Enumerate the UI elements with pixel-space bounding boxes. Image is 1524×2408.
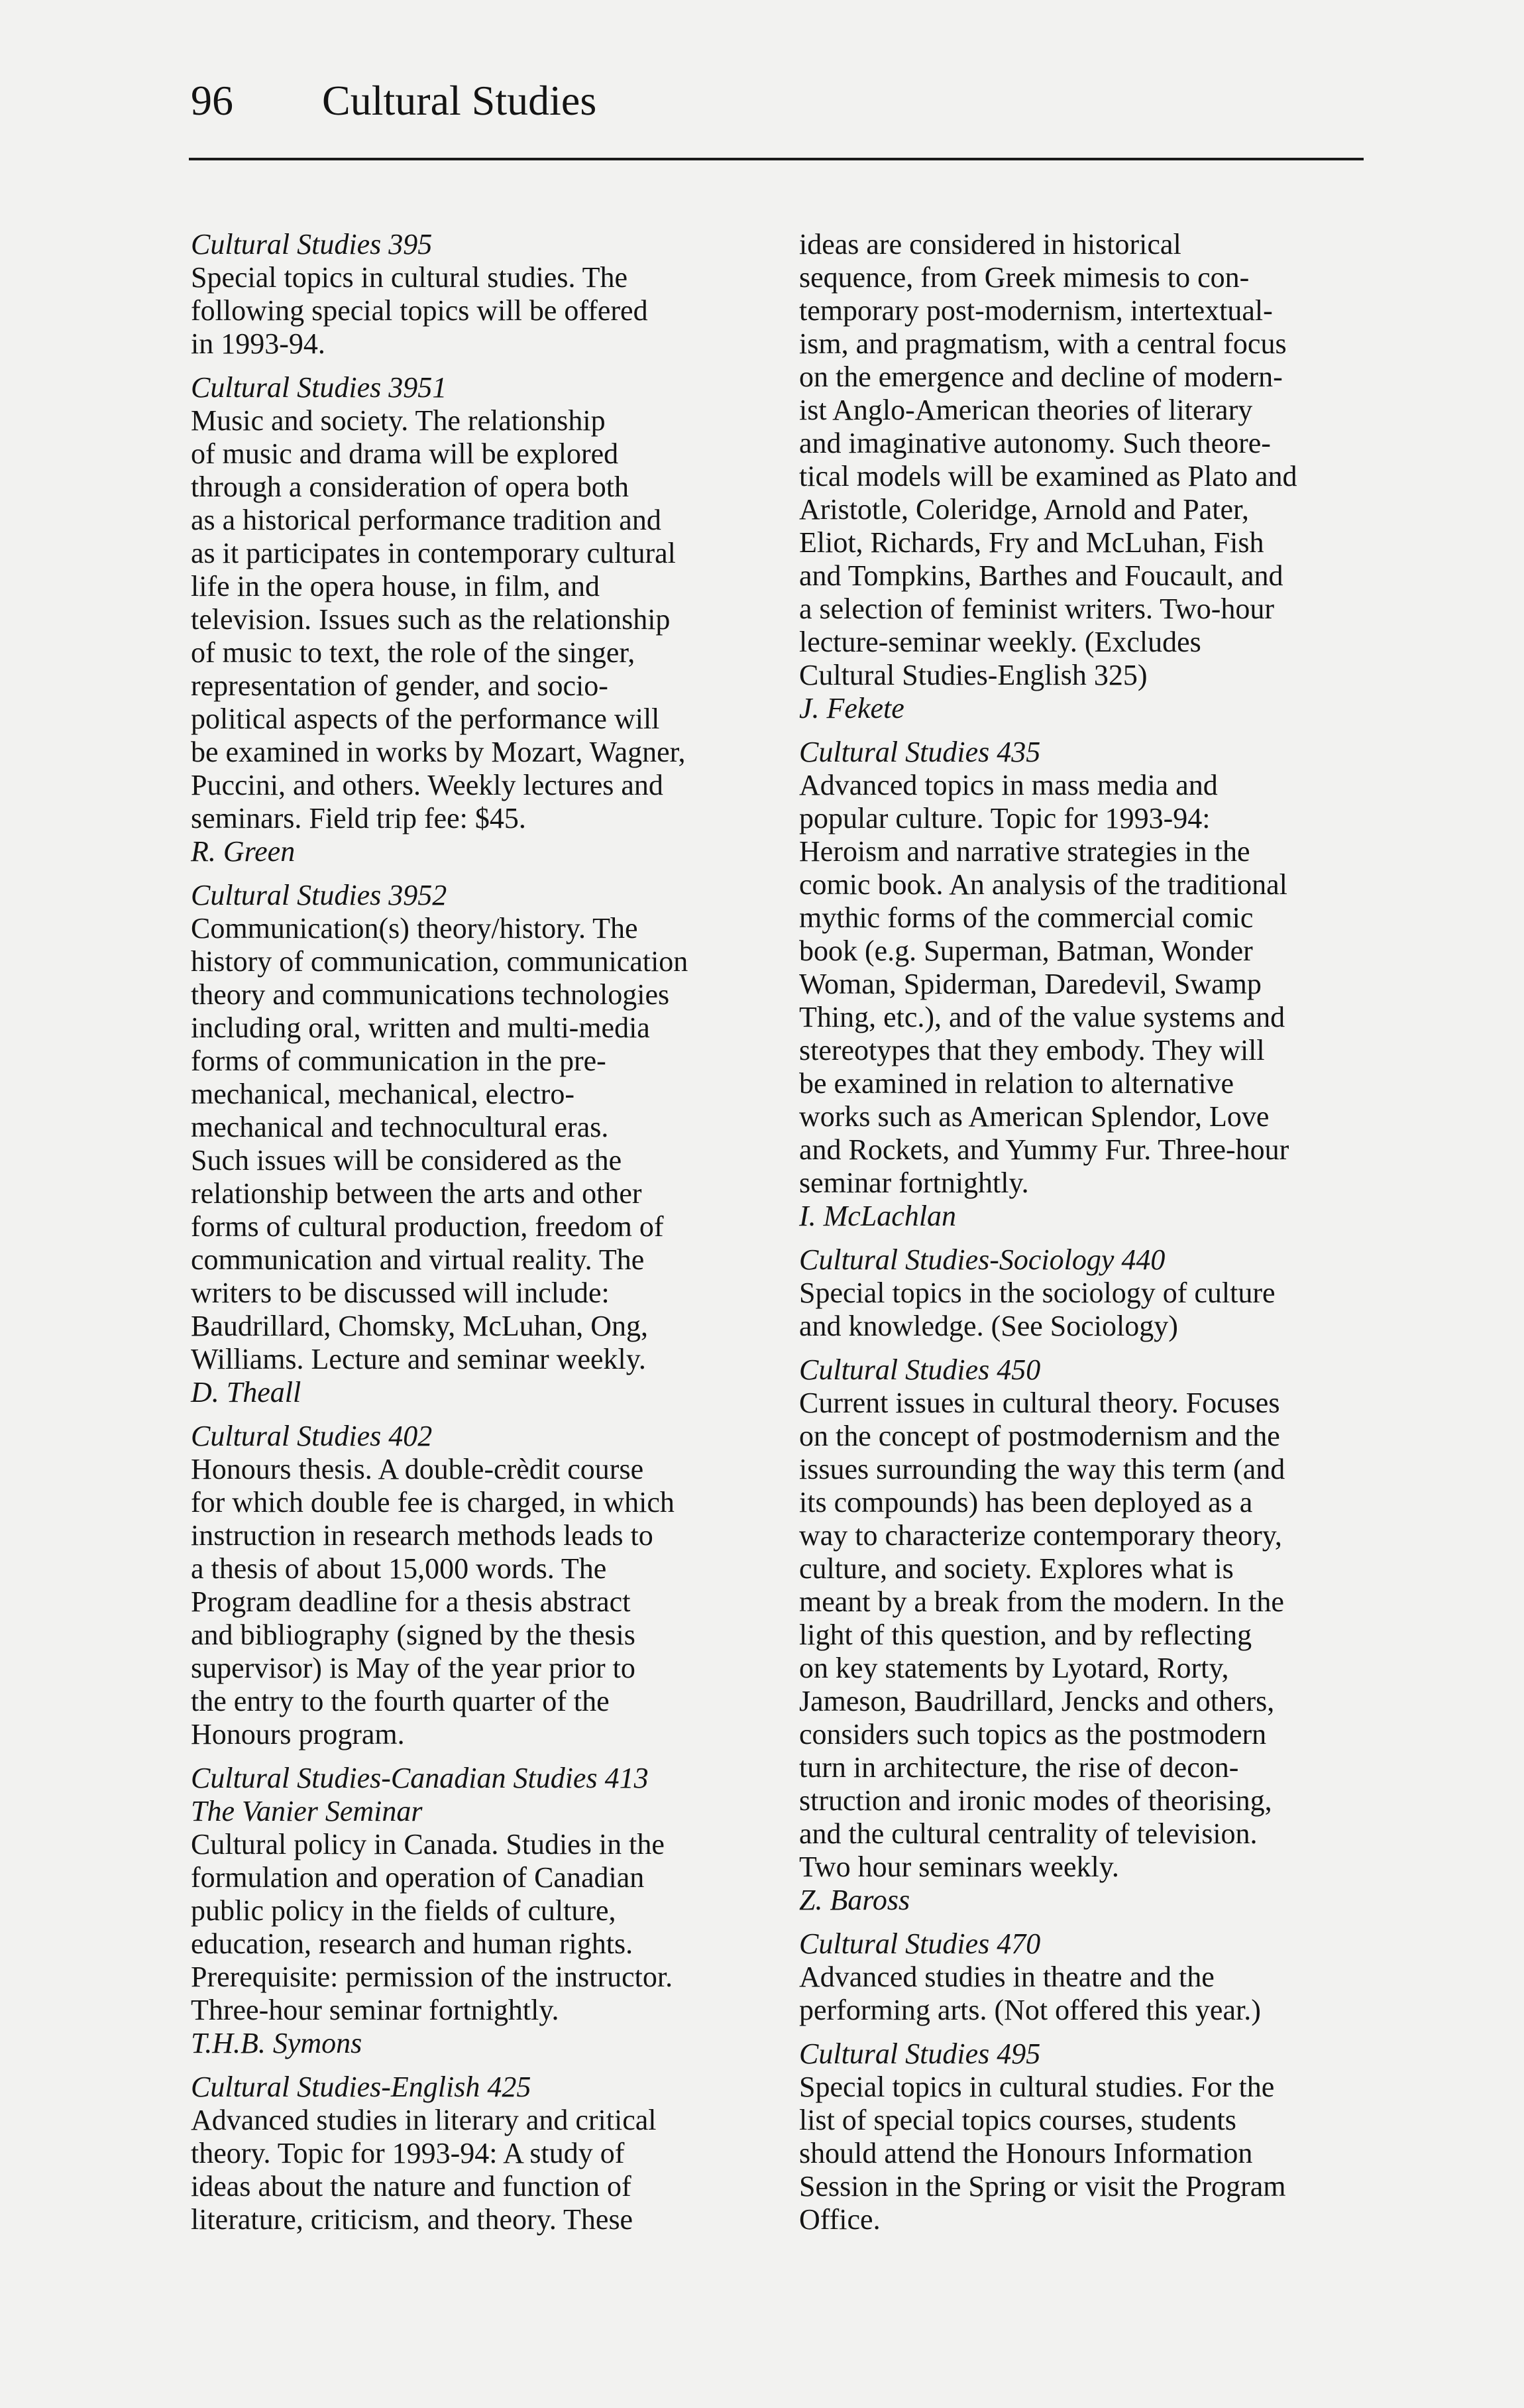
section-title: Cultural Studies — [322, 77, 597, 124]
course-entry — [191, 1762, 774, 2060]
course-instructor: R. Green — [191, 835, 296, 868]
course-description: Advanced studies in theatre and the performing arts. (Not offered this year.) — [799, 1961, 1261, 2026]
course-entry — [799, 1243, 1382, 1343]
page-number: 96 — [191, 77, 233, 124]
left-column — [191, 228, 774, 2247]
course-title: Cultural Studies-Sociology 440 — [799, 1243, 1166, 1276]
course-description: ideas are considered in historical sequence, from Greek mimesis to con- temporary post-modernism, intertextual- ism, and pragmatism, with a central focus on the emergence and decline of modern- ist Anglo-American theories of literary and imaginative autonomy. Such theore- tical models will be examined as Plato and Aristotle, Coleridge, Arnold and Pater, Eliot, Richards, Fry and McLuhan, Fish and Tompkins, Barthes and Foucault, and a selection of feminist writers. Two-hour lecture-seminar weekly. (Excludes Cultural Studies-English 325) — [799, 228, 1297, 691]
course-entry — [799, 1927, 1382, 2027]
course-description: Current issues in cultural theory. Focuses on the concept of postmodernism and the issues surrounding the way this term (and its compounds) has been deployed as a way to characterize contemporary theory, culture, and society. Explores what is meant by a break from the modern. In the light of this question, and by reflecting on key statements by Lyotard, Rorty, Jameson, Baudrillard, Jencks and others, considers such topics as the postmodern turn in architecture, the rise of decon- struction and ironic modes of theorising, and the cultural centrality of television. Two hour seminars weekly. — [799, 1387, 1285, 1883]
course-title: Cultural Studies 495 — [799, 2037, 1041, 2070]
course-title: Cultural Studies-Canadian Studies 413 — [191, 1762, 649, 1794]
course-title: Cultural Studies 435 — [799, 736, 1041, 768]
course-instructor: Z. Baross — [799, 1884, 910, 1916]
course-entry — [799, 228, 1382, 725]
course-description: Special topics in cultural studies. The following special topics will be offered in 1993-94. — [191, 261, 648, 360]
header-rule — [189, 158, 1364, 160]
course-title: Cultural Studies 395 — [191, 228, 433, 260]
course-description: Advanced topics in mass media and popular culture. Topic for 1993-94: Heroism and narrative strategies in the comic book. An analysis of the traditional mythic forms of the commercial comic book (e.g. Superman, Batman, Wonder Woman, Spiderman, Daredevil, Swamp Thing, etc.), and of the value systems and stereotypes that they embody. They will be examined in relation to alternative works such as American Splendor, Love and Rockets, and Yummy Fur. Three-hour seminar fortnightly. — [799, 769, 1289, 1199]
course-entry — [191, 1420, 774, 1751]
course-subtitle: The Vanier Seminar — [191, 1795, 423, 1827]
course-instructor: T.H.B. Symons — [191, 2027, 362, 2059]
course-entry — [799, 736, 1382, 1233]
course-entry — [191, 2071, 774, 2236]
course-description: Special topics in the sociology of culture and knowledge. (See Sociology) — [799, 1277, 1276, 1342]
page-header — [191, 74, 596, 127]
course-description: Honours thesis. A double-crèdit course for which double fee is charged, in which instruction in research methods leads to a thesis of about 15,000 words. The Program deadline for a thesis abstract and bibliography (signed by the thesis supervisor) is May of the year prior to the entry to the fourth quarter of the Honours program. — [191, 1453, 675, 1750]
course-description: Cultural policy in Canada. Studies in the formulation and operation of Canadian public policy in the fields of culture, education, research and human rights. Prerequisite: permission of the instructor. Three-hour seminar fortnightly. — [191, 1828, 673, 2026]
course-instructor: I. McLachlan — [799, 1200, 957, 1232]
course-entry — [191, 879, 774, 1409]
course-description: Advanced studies in literary and critical theory. Topic for 1993-94: A study of ideas about the nature and function of literature, criticism, and theory. These — [191, 2104, 657, 2236]
course-description: Music and society. The relationship of music and drama will be explored through a consideration of opera both as a historical performance tradition and as it participates in contemporary cultural life in the opera house, in film, and television. Issues such as the relationship of music to text, the role of the singer, representation of gender, and socio- political aspects of the performance will be examined in works by Mozart, Wagner, Puccini, and others. Weekly lectures and seminars. Field trip fee: $45. — [191, 404, 686, 834]
course-title: Cultural Studies 3952 — [191, 879, 447, 911]
right-column — [799, 228, 1382, 2247]
course-title: Cultural Studies 470 — [799, 1927, 1041, 1960]
course-entry — [799, 1353, 1382, 1917]
course-description: Communication(s) theory/history. The history of communication, communication theory and communications technologies including oral, written and multi-media forms of communication in the pre- mechanical, mechanical, electro- mechanical and technocultural eras. Such issues will be considered as the relationship between the arts and other forms of cultural production, freedom of communication and virtual reality. The writers to be discussed will include: Baudrillard, Chomsky, McLuhan, Ong, Williams. Lecture and seminar weekly. — [191, 912, 688, 1375]
course-title: Cultural Studies 450 — [799, 1353, 1041, 1386]
course-entry — [191, 228, 774, 361]
course-entry — [799, 2037, 1382, 2236]
course-title: Cultural Studies 402 — [191, 1420, 433, 1452]
course-instructor: D. Theall — [191, 1376, 301, 1408]
course-title: Cultural Studies-English 425 — [191, 2071, 531, 2103]
course-description: Special topics in cultural studies. For the list of special topics courses, students should attend the Honours Information Session in the Spring or visit the Program Office. — [799, 2071, 1286, 2236]
course-title: Cultural Studies 3951 — [191, 371, 447, 404]
course-instructor: J. Fekete — [799, 692, 904, 724]
course-entry — [191, 371, 774, 868]
